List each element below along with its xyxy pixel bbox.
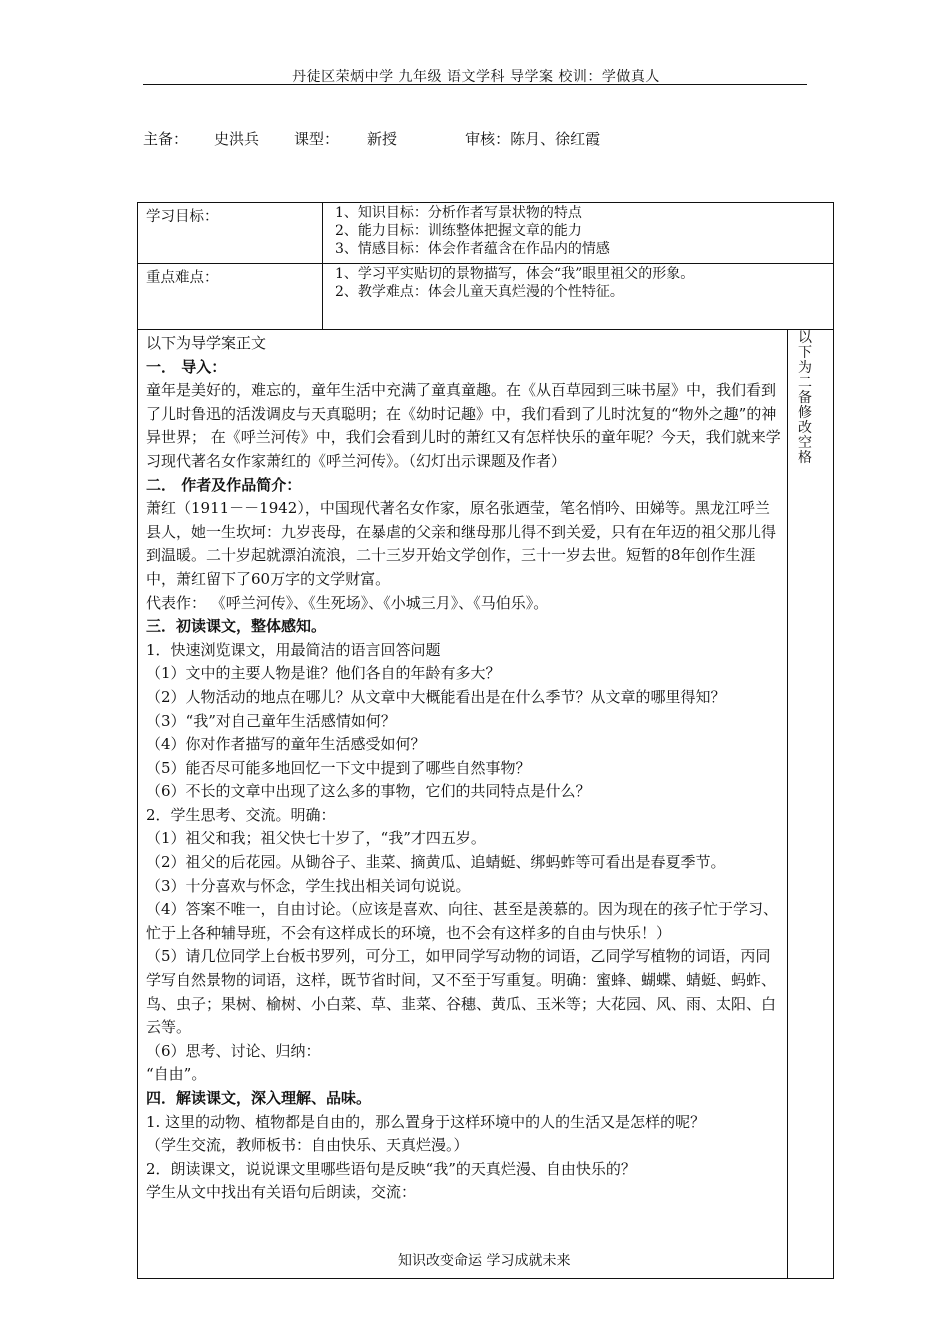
body-paragraph: （2）祖父的后花园。从锄谷子、韭菜、摘黄瓜、追蜻蜓、绑蚂蚱等可看出是春夏季节。 [146,853,726,872]
type-value: 新授 [367,130,398,148]
lead-value: 史洪兵 [214,130,260,148]
body-paragraph: （1）祖父和我；祖父快七十岁了，“我”才四五岁。 [146,829,486,848]
body-paragraph: （4）答案不唯一，自由讨论。（应该是喜欢、向往、甚至是羡慕的。因为现在的孩子忙于学习、忙于上各种辅导班，不会有这样成长的环境，也不会有这样多的自由与快乐！） [146,900,779,942]
section-heading: 一． 导入： [146,357,227,376]
keypoint-item: 1、学习平实贴切的景物描写，体会“我”眼里祖父的形象。 [335,266,695,282]
review-label: 审核： [465,130,511,148]
body-paragraph: 2．朗读课文，说说课文里哪些语句是反映“我”的天真烂漫、自由快乐的？ [146,1159,636,1178]
meta-line [143,128,600,149]
body-paragraph: （3）十分喜欢与怀念，学生找出相关词句说说。 [146,876,471,895]
revision-note: 以下为二备修改空格 [798,330,812,466]
objectives-row [138,203,834,264]
lead-label: 主备： [143,130,189,148]
review-value: 陈月、徐红霞 [510,130,601,148]
objective-item: 1、知识目标：分析作者写景状物的特点 [335,205,582,221]
header-divider [143,84,807,85]
page-footer: 知识改变命运 学习成就未来 [398,1253,571,1269]
keypoints-label: 重点难点： [138,264,323,330]
body-paragraph: 萧红（1911－－1942），中国现代著名女作家，原名张迺莹，笔名悄吟、田娣等。黑龙江呼兰县人，她一生坎坷：九岁丧母，在暴虐的父亲和继母那儿得不到关爱，只有在年迈的祖父那儿得到温暖。二十岁起就漂泊流浪，二十三岁开始文学创作，三十一岁去世。短暂的8年创作生涯中，萧红留下了60万字的文学财富。 [146,499,777,588]
keypoints-row [138,264,834,330]
objective-item: 3、情感目标：体会作者蕴含在作品内的情感 [335,241,610,257]
keypoints-content [323,264,834,330]
lesson-table [137,202,834,1279]
objectives-label: 学习目标： [138,203,323,264]
body-paragraph: （3）“我”对自己童年生活感情如何？ [146,711,396,730]
objective-item: 2、能力目标：训练整体把握文章的能力 [335,223,582,239]
body-paragraph: （1）文中的主要人物是谁？他们各自的年龄有多大？ [146,664,501,683]
body-paragraph: 代表作： 《呼兰河传》、《生死场》、《小城三月》、《马伯乐》。 [146,593,549,612]
keypoint-item: 2、教学难点：体会儿童天真烂漫的个性特征。 [335,284,624,300]
lesson-body [138,330,788,1279]
body-paragraph: 2．学生思考、交流。明确： [146,805,336,824]
body-paragraph: （6）不长的文章中出现了这么多的事物，它们的共同特点是什么？ [146,782,591,801]
objectives-content [323,203,834,264]
body-paragraph: 童年是美好的，难忘的，童年生活中充满了童真童趣。在《从百草园到三味书屋》中，我们看到了儿时鲁迅的活泼调皮与天真聪明；在《幼时记趣》中，我们看到了儿时沈复的“物外之趣”的神异世界； 在《呼兰河传》中，我们会看到儿时的萧红又有怎样快乐的童年呢？今天，我们就来学习现代著名女作家萧红的《呼兰河传》。（幻灯出示课题及作者） [146,381,781,470]
body-paragraph: 1. 这里的动物、植物都是自由的，那么置身于这样环境中的人的生活又是怎样的呢？ [146,1112,706,1131]
section-heading: 三．初读课文，整体感知。 [146,617,327,636]
main-row [138,330,834,1279]
body-paragraph: 学生从文中找出有关语句后朗读，交流： [146,1183,417,1202]
body-paragraph: 1．快速浏览课文，用最简洁的语言回答问题 [146,640,441,659]
body-paragraph: “自由”。 [146,1065,207,1084]
body-paragraph: （2）人物活动的地点在哪儿？从文章中大概能看出是在什么季节？从文章的哪里得知？ [146,687,726,706]
body-paragraph: （4）你对作者描写的童年生活感受如何？ [146,735,426,754]
revision-column [788,330,834,1279]
body-paragraph: （5）请几位同学上台板书罗列，可分工，如甲同学写动物的词语，乙同学写植物的词语，丙同学写自然景物的词语，这样，既节省时间，又不至于写重复。明确：蜜蜂、蝴蝶、蜻蜓、蚂蚱、鸟、虫子；果树、榆树、小白菜、草、韭菜、谷穗、黄瓜、玉米等；大花园、风、雨、太阳、白云等。 [146,947,777,1037]
section-heading: 四．解读课文，深入理解、品味。 [146,1089,372,1107]
page-header: 丹徒区荣炳中学 九年级 语文学科 导学案 校训：学做真人 [292,69,660,85]
section-heading: 二． 作者及作品简介： [146,475,302,494]
type-label: 课型： [294,130,340,148]
body-paragraph: （6）思考、讨论、归纳： [146,1041,321,1060]
body-paragraph: 以下为导学案正文 [146,334,267,352]
body-paragraph: （学生交流，教师板书：自由快乐、天真烂漫。） [146,1136,469,1155]
body-paragraph: （5）能否尽可能多地回忆一下文中提到了哪些自然事物？ [146,758,531,777]
